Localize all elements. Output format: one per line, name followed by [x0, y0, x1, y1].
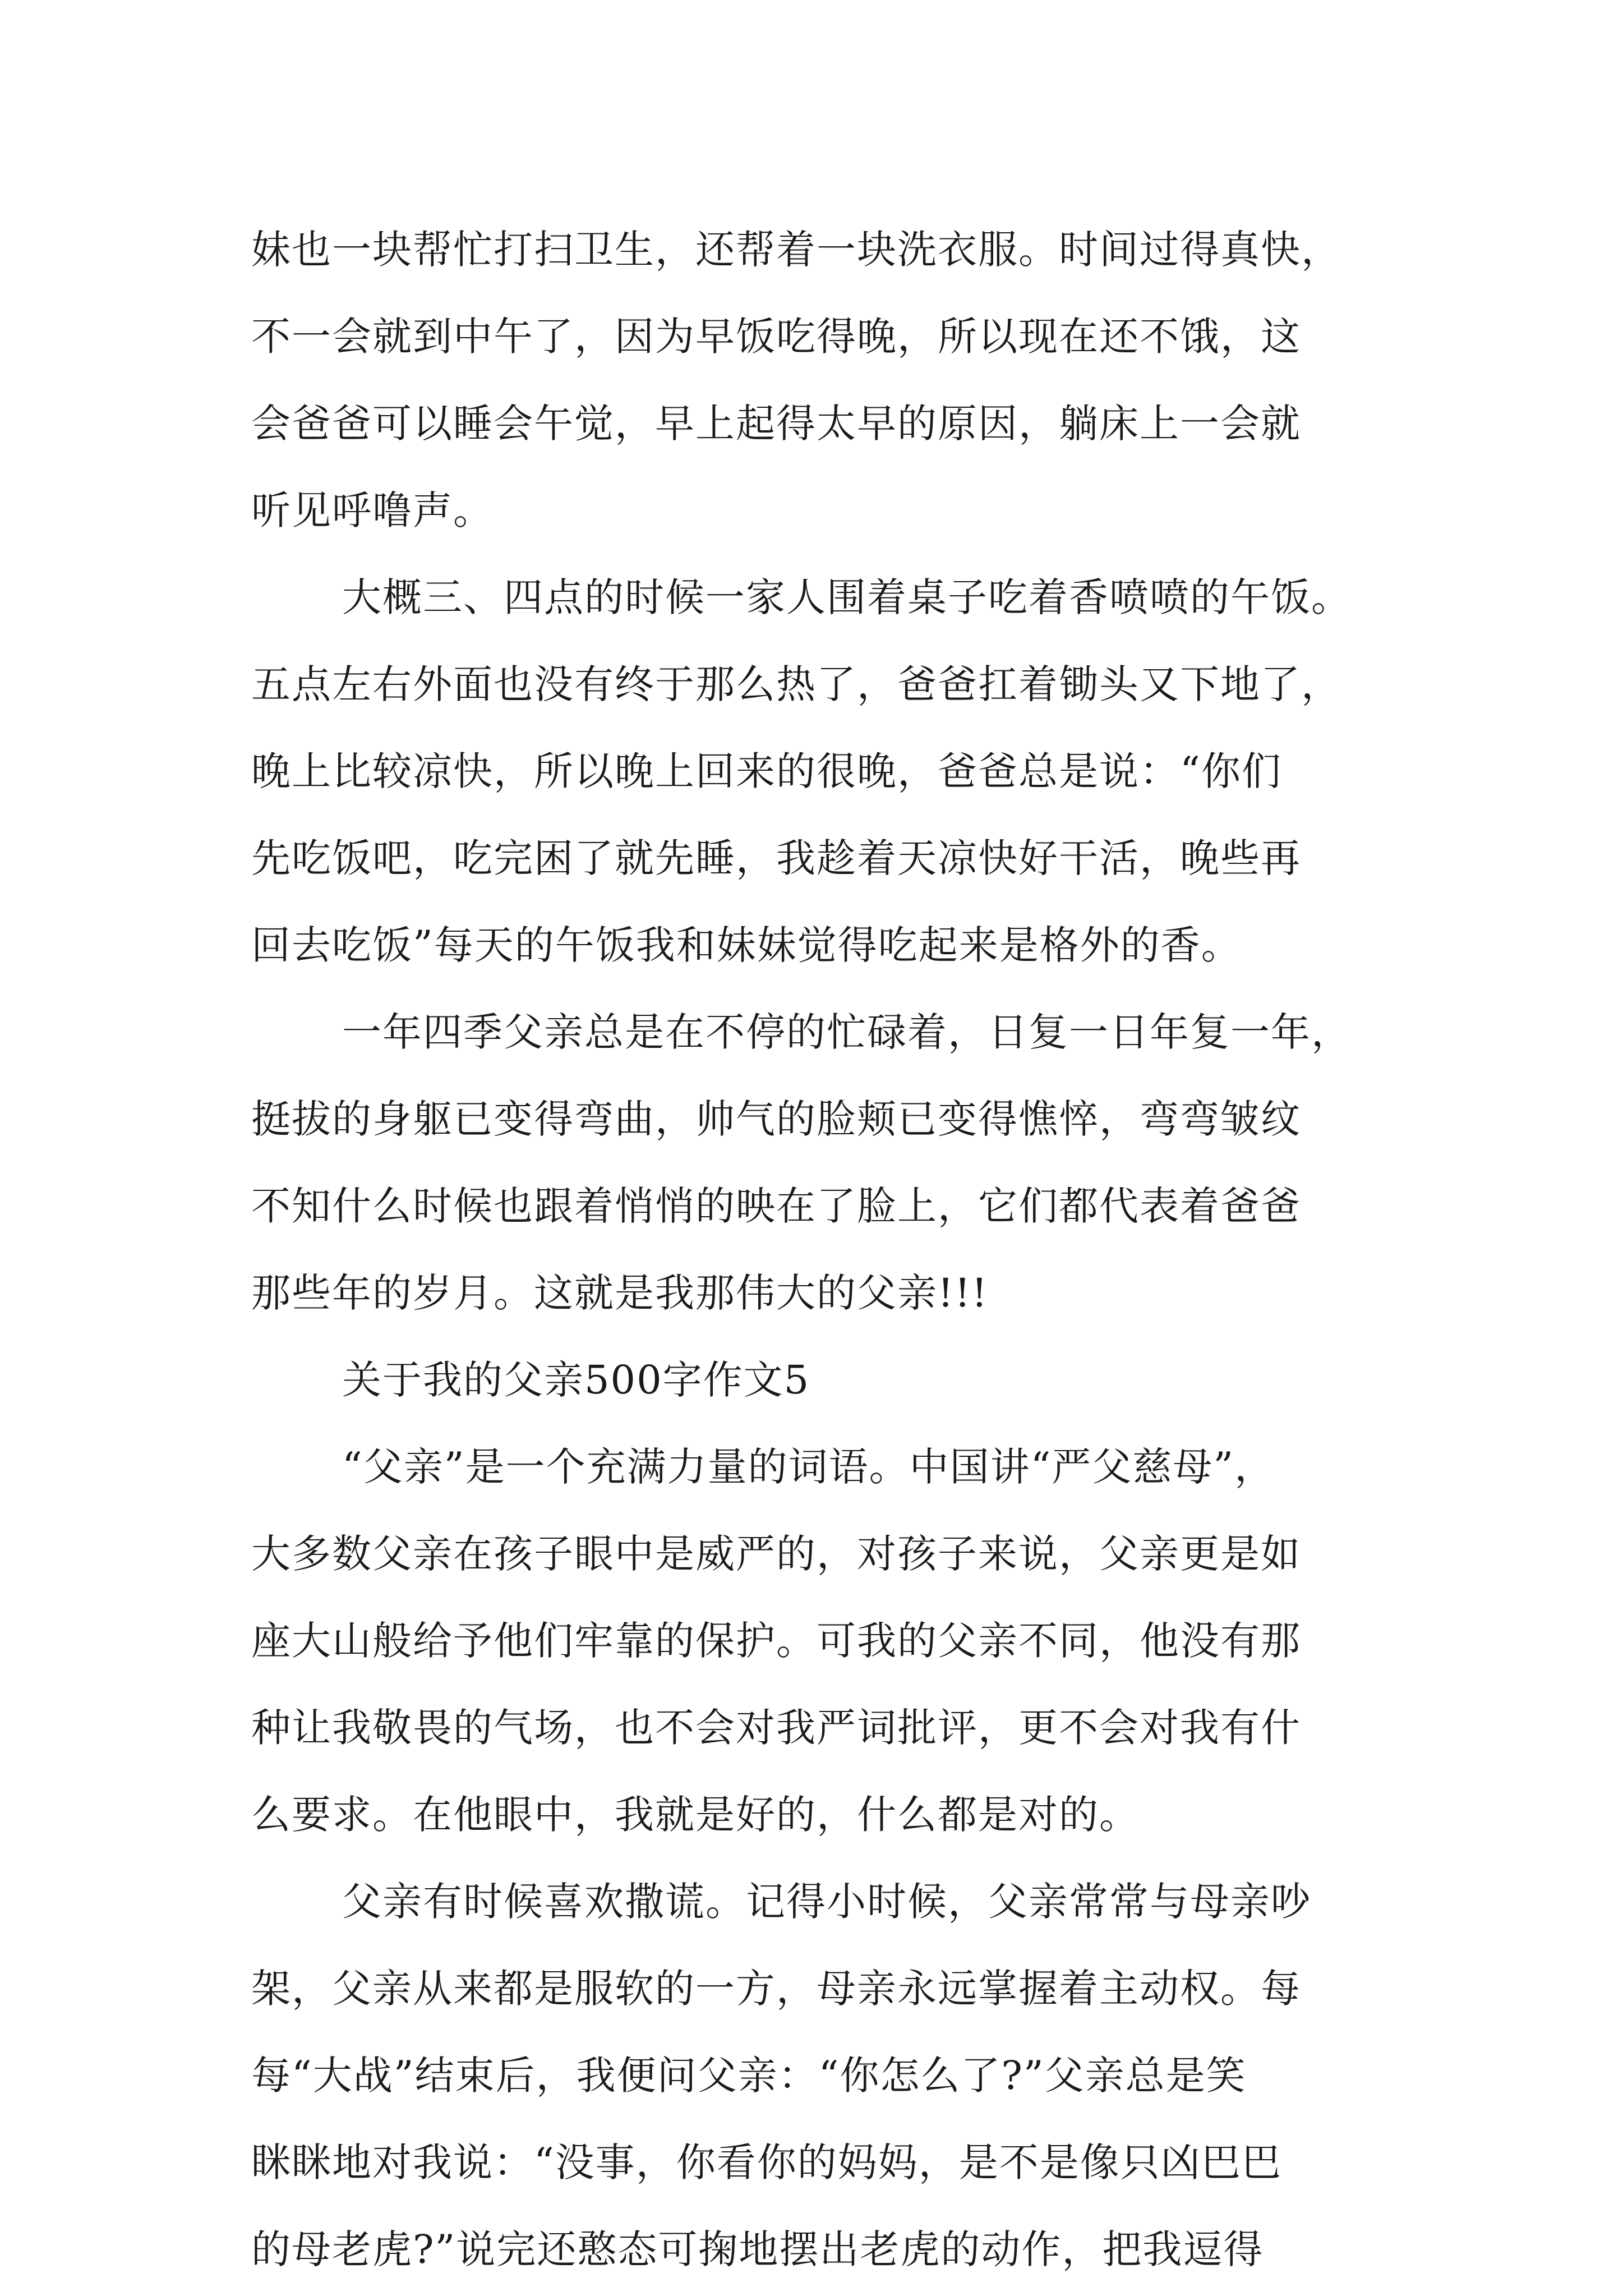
text-line: 会爸爸可以睡会午觉，早上起得太早的原因，躺床上一会就 [251, 401, 1301, 447]
text-line: 那些年的岁月。这就是我那伟大的父亲!!! [251, 1270, 989, 1316]
text-line: 晚上比较凉快，所以晚上回来的很晚，爸爸总是说：“你们 [251, 748, 1282, 794]
text-line: 一年四季父亲总是在不停的忙碌着，日复一日年复一年， [342, 1009, 1352, 1055]
text-line: 父亲有时候喜欢撒谎。记得小时候，父亲常常与母亲吵 [342, 1879, 1311, 1925]
text-line: 每“大战”结束后，我便问父亲：“你怎么了?”父亲总是笑 [251, 2053, 1247, 2099]
paragraph [251, 1858, 1384, 2293]
section-heading-text: 关于我的父亲500字作文5 [342, 1357, 810, 1403]
paragraph [251, 1424, 1384, 1858]
text-line: 座大山般给予他们牢靠的保护。可我的父亲不同，他没有那 [251, 1618, 1301, 1664]
paragraph [251, 206, 1384, 554]
text-line: 眯眯地对我说：“没事，你看你的妈妈，是不是像只凶巴巴 [251, 2139, 1282, 2185]
document-body [251, 206, 1384, 2293]
text-line: 妹也一块帮忙打扫卫生，还帮着一块洗衣服。时间过得真快， [251, 227, 1341, 273]
text-line: 不知什么时候也跟着悄悄的映在了脸上，它们都代表着爸爸 [251, 1183, 1301, 1229]
text-line: 么要求。在他眼中，我就是好的，什么都是对的。 [251, 1792, 1140, 1838]
text-line: 架，父亲从来都是服软的一方，母亲永远掌握着主动权。每 [251, 1966, 1301, 2012]
text-line: 回去吃饭”每天的午饭我和妹妹觉得吃起来是格外的香。 [251, 922, 1242, 968]
text-line: 大概三、四点的时候一家人围着桌子吃着香喷喷的午饭。 [342, 574, 1352, 620]
text-line: 不一会就到中午了，因为早饭吃得晚，所以现在还不饿，这 [251, 314, 1301, 360]
text-line: 的母老虎?”说完还憨态可掬地摆出老虎的动作，把我逗得 [251, 2226, 1264, 2272]
text-line: 大多数父亲在孩子眼中是威严的，对孩子来说，父亲更是如 [251, 1531, 1301, 1577]
text-line: 先吃饭吧，吃完困了就先睡，我趁着天凉快好干活，晚些再 [251, 835, 1301, 881]
text-line: 五点左右外面也没有终于那么热了，爸爸扛着锄头又下地了， [251, 661, 1341, 707]
text-line: “父亲”是一个充满力量的词语。中国讲“严父慈母”， [342, 1444, 1275, 1490]
text-line: 挺拔的身躯已变得弯曲，帅气的脸颊已变得憔悴，弯弯皱纹 [251, 1096, 1301, 1142]
paragraph [251, 554, 1384, 989]
section-heading [251, 1337, 1384, 1424]
text-line: 种让我敬畏的气场，也不会对我严词批评，更不会对我有什 [251, 1705, 1301, 1751]
paragraph [251, 989, 1384, 1337]
text-line: 听见呼噜声。 [251, 487, 494, 533]
